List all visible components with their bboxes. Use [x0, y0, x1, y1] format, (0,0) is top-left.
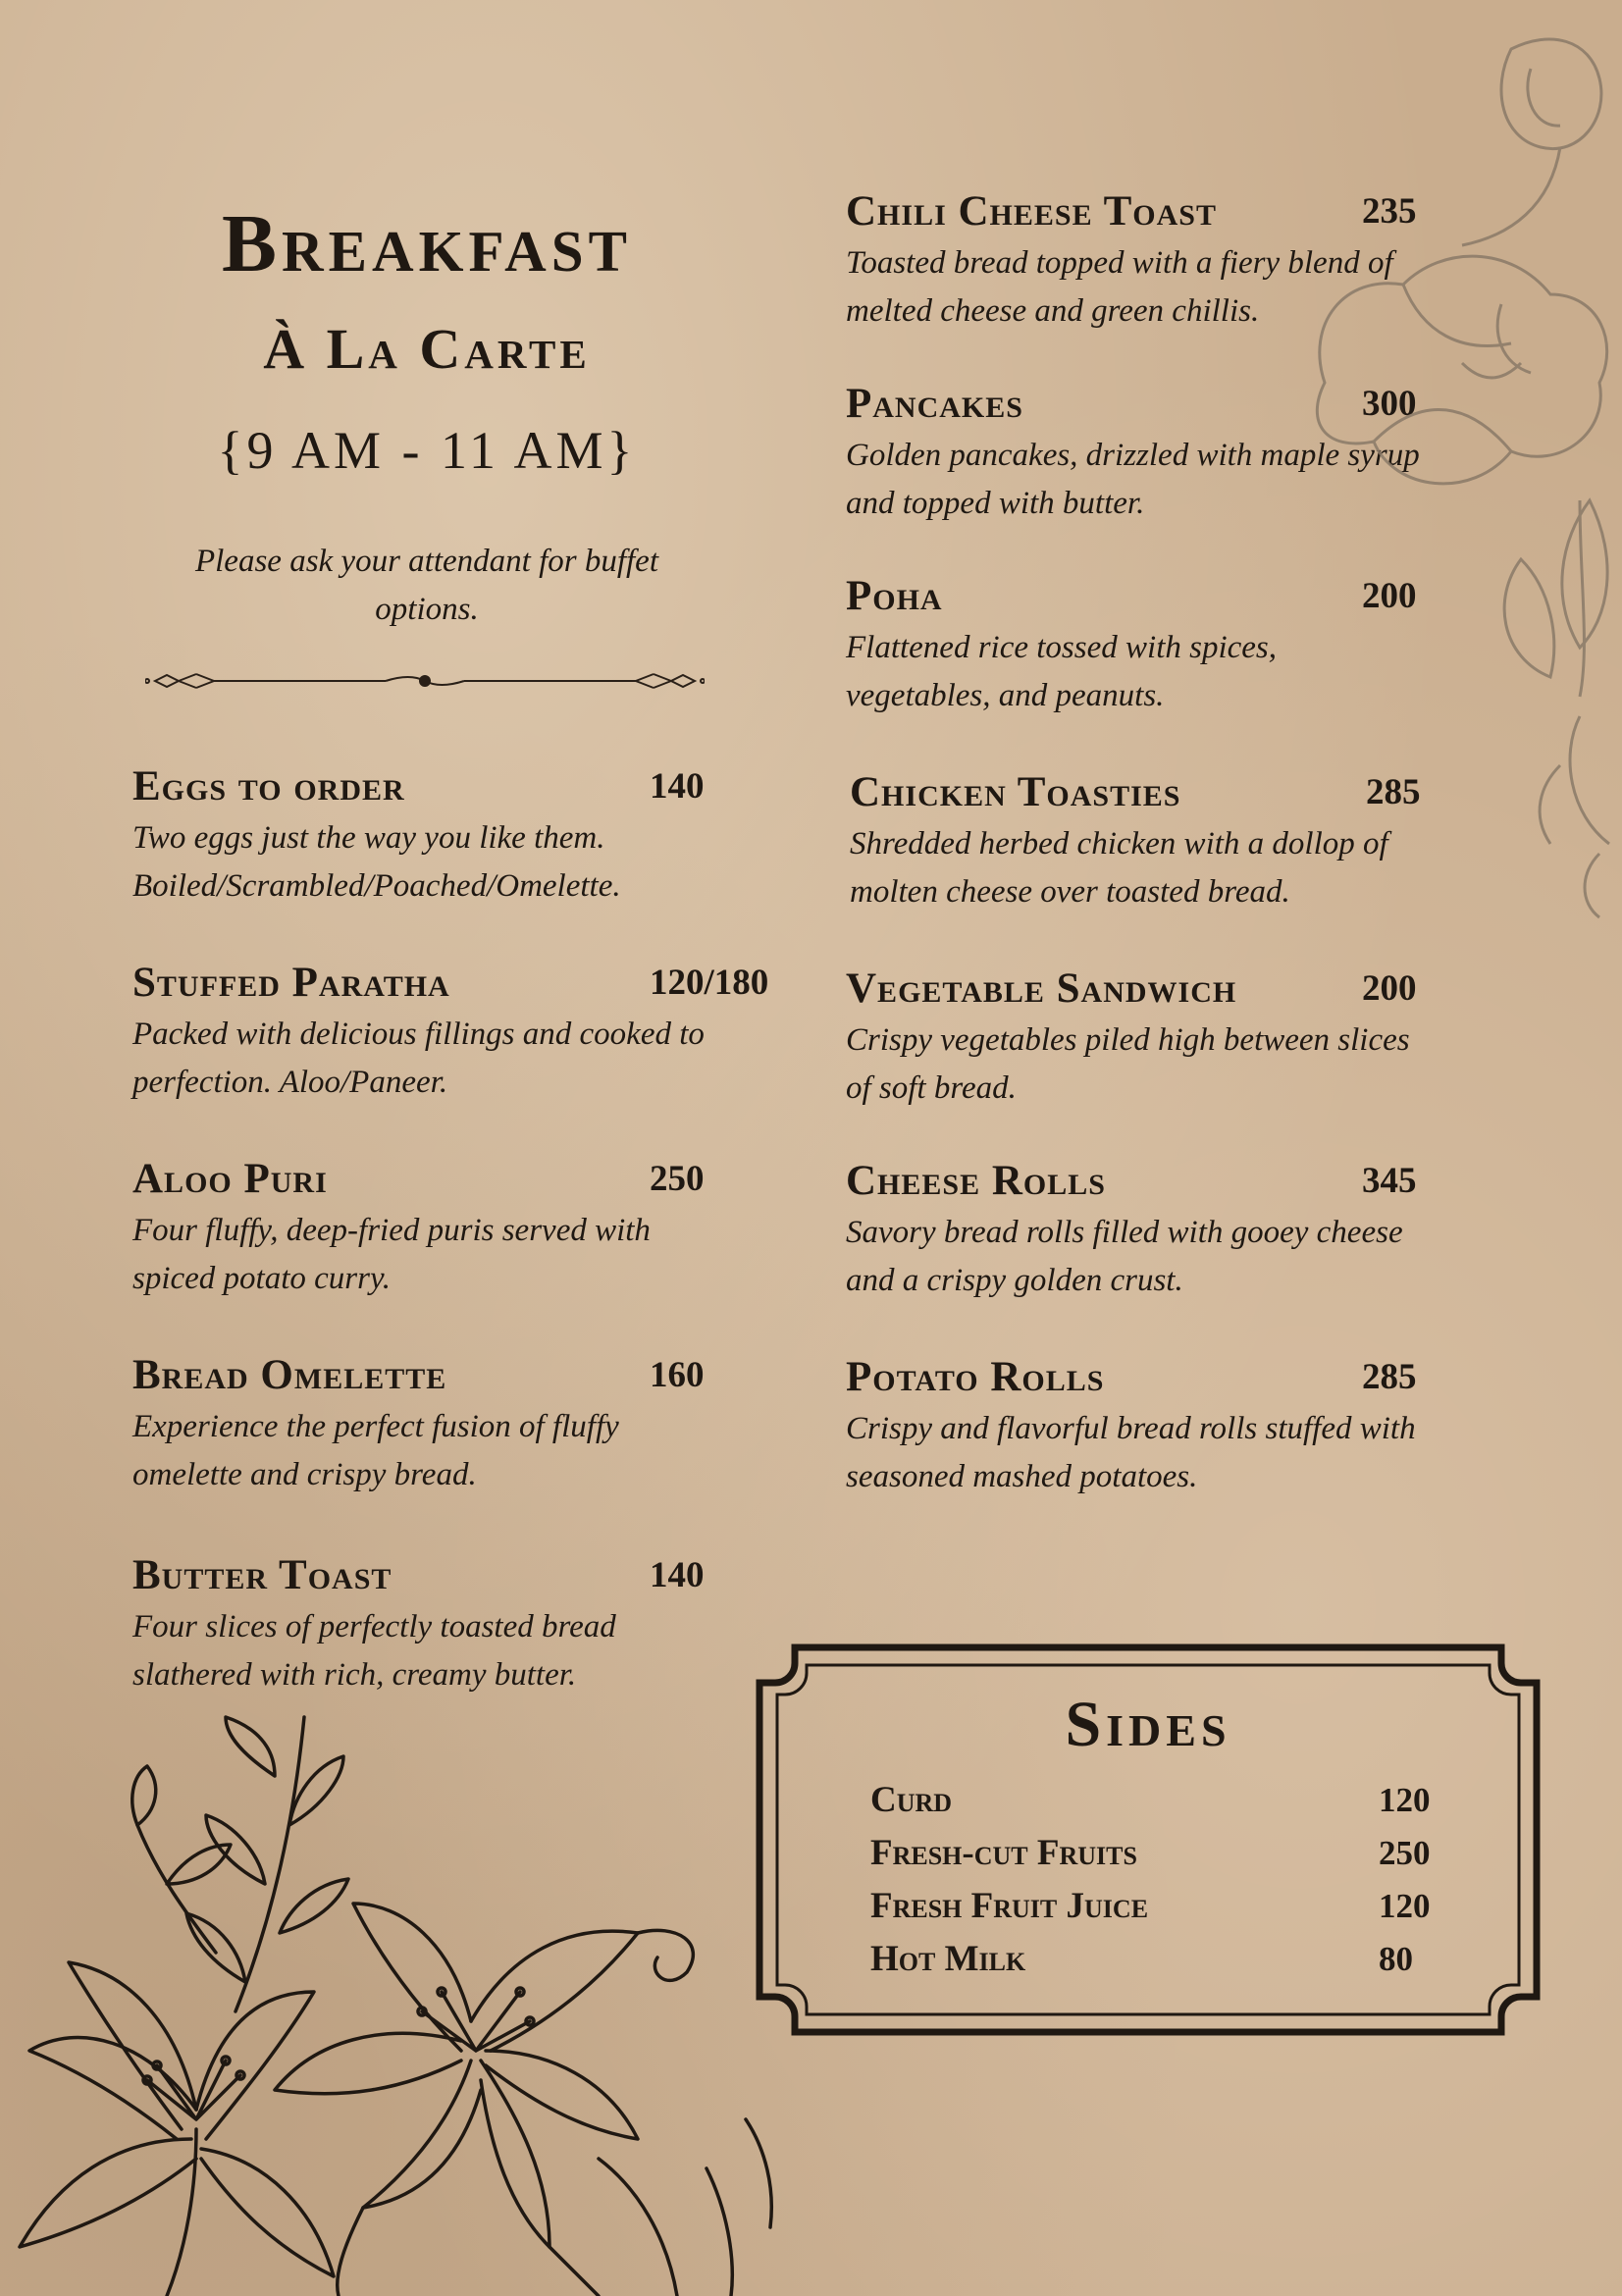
item-name: Poha	[846, 573, 943, 619]
item-description: Two eggs just the way you like them. Boiled/Scrambled/Poached/Omelette.	[132, 820, 621, 904]
item-price: 140	[650, 1555, 705, 1595]
item-price: 235	[1362, 191, 1417, 232]
item-description: Shredded herbed chicken with a dollop of molten cheese over toasted bread.	[850, 826, 1388, 910]
item-description: Savory bread rolls filled with gooey cheese and a crispy golden crust.	[846, 1215, 1403, 1298]
item-name: Potato Rolls	[846, 1354, 1105, 1400]
lily-flower-icon	[0, 1697, 775, 2296]
side-item-price: 80	[1379, 1940, 1413, 1978]
item-name: Stuffed Paratha	[132, 960, 450, 1006]
side-item-name: Fresh-cut Fruits	[870, 1833, 1137, 1873]
item-description: Crispy and flavorful bread rolls stuffed with seasoned mashed potatoes.	[846, 1411, 1416, 1494]
item-description: Experience the perfect fusion of fluffy omelette and crispy bread.	[132, 1409, 619, 1492]
item-price: 200	[1362, 968, 1417, 1009]
item-price: 160	[650, 1355, 705, 1395]
item-price: 140	[650, 766, 705, 807]
item-name: Vegetable Sandwich	[846, 965, 1237, 1012]
side-item-price: 120	[1379, 1781, 1431, 1819]
side-item-fresh-fruit-juice	[870, 1882, 1439, 1931]
item-name: Cheese Rolls	[846, 1158, 1106, 1204]
item-description: Packed with delicious fillings and cooked to perfection. Aloo/Paneer.	[132, 1017, 705, 1100]
buffet-note: Please ask your attendant for buffet options.	[194, 544, 658, 627]
menu-hours: {9 AM - 11 AM}	[217, 421, 637, 480]
side-item-curd	[870, 1776, 1439, 1825]
side-item-fresh-cut-fruits	[870, 1829, 1439, 1878]
ornamental-divider-icon	[145, 669, 705, 693]
item-name: Eggs to order	[132, 763, 405, 809]
side-item-name: Hot Milk	[870, 1939, 1026, 1979]
item-price: 250	[650, 1159, 705, 1199]
item-name: Aloo Puri	[132, 1156, 328, 1202]
item-description: Crispy vegetables piled high between slices of soft bread.	[846, 1022, 1410, 1106]
item-description: Four slices of perfectly toasted bread slathered with rich, creamy butter.	[132, 1609, 616, 1693]
sides-title: Sides	[1065, 1689, 1231, 1760]
item-price: 285	[1362, 1357, 1417, 1397]
side-item-price: 250	[1379, 1834, 1431, 1872]
rose-flower-icon	[1266, 10, 1622, 922]
item-price: 300	[1362, 384, 1417, 424]
item-name: Pancakes	[846, 381, 1023, 427]
item-name: Chicken Toasties	[850, 769, 1181, 815]
item-price: 200	[1362, 576, 1417, 616]
item-price: 120/180	[650, 963, 769, 1003]
side-item-price: 120	[1379, 1887, 1431, 1925]
side-item-hot-milk	[870, 1935, 1439, 1984]
item-name: Bread Omelette	[132, 1352, 447, 1398]
side-item-name: Curd	[870, 1780, 953, 1820]
menu-subtitle: À La Carte	[263, 317, 591, 381]
item-price: 285	[1366, 772, 1421, 812]
side-item-name: Fresh Fruit Juice	[870, 1886, 1149, 1926]
item-price: 345	[1362, 1161, 1417, 1201]
item-name: Chili Cheese Toast	[846, 188, 1217, 235]
item-name: Butter Toast	[132, 1552, 392, 1598]
item-description: Flattened rice tossed with spices, vegetables, and peanuts.	[846, 630, 1278, 713]
menu-title: Breakfast	[222, 198, 632, 289]
item-description: Golden pancakes, drizzled with maple syrup and topped with butter.	[846, 438, 1420, 521]
item-description: Four fluffy, deep-fried puris served with spiced potato curry.	[132, 1213, 651, 1296]
item-description: Toasted bread topped with a fiery blend of melted cheese and green chillis.	[846, 245, 1393, 329]
